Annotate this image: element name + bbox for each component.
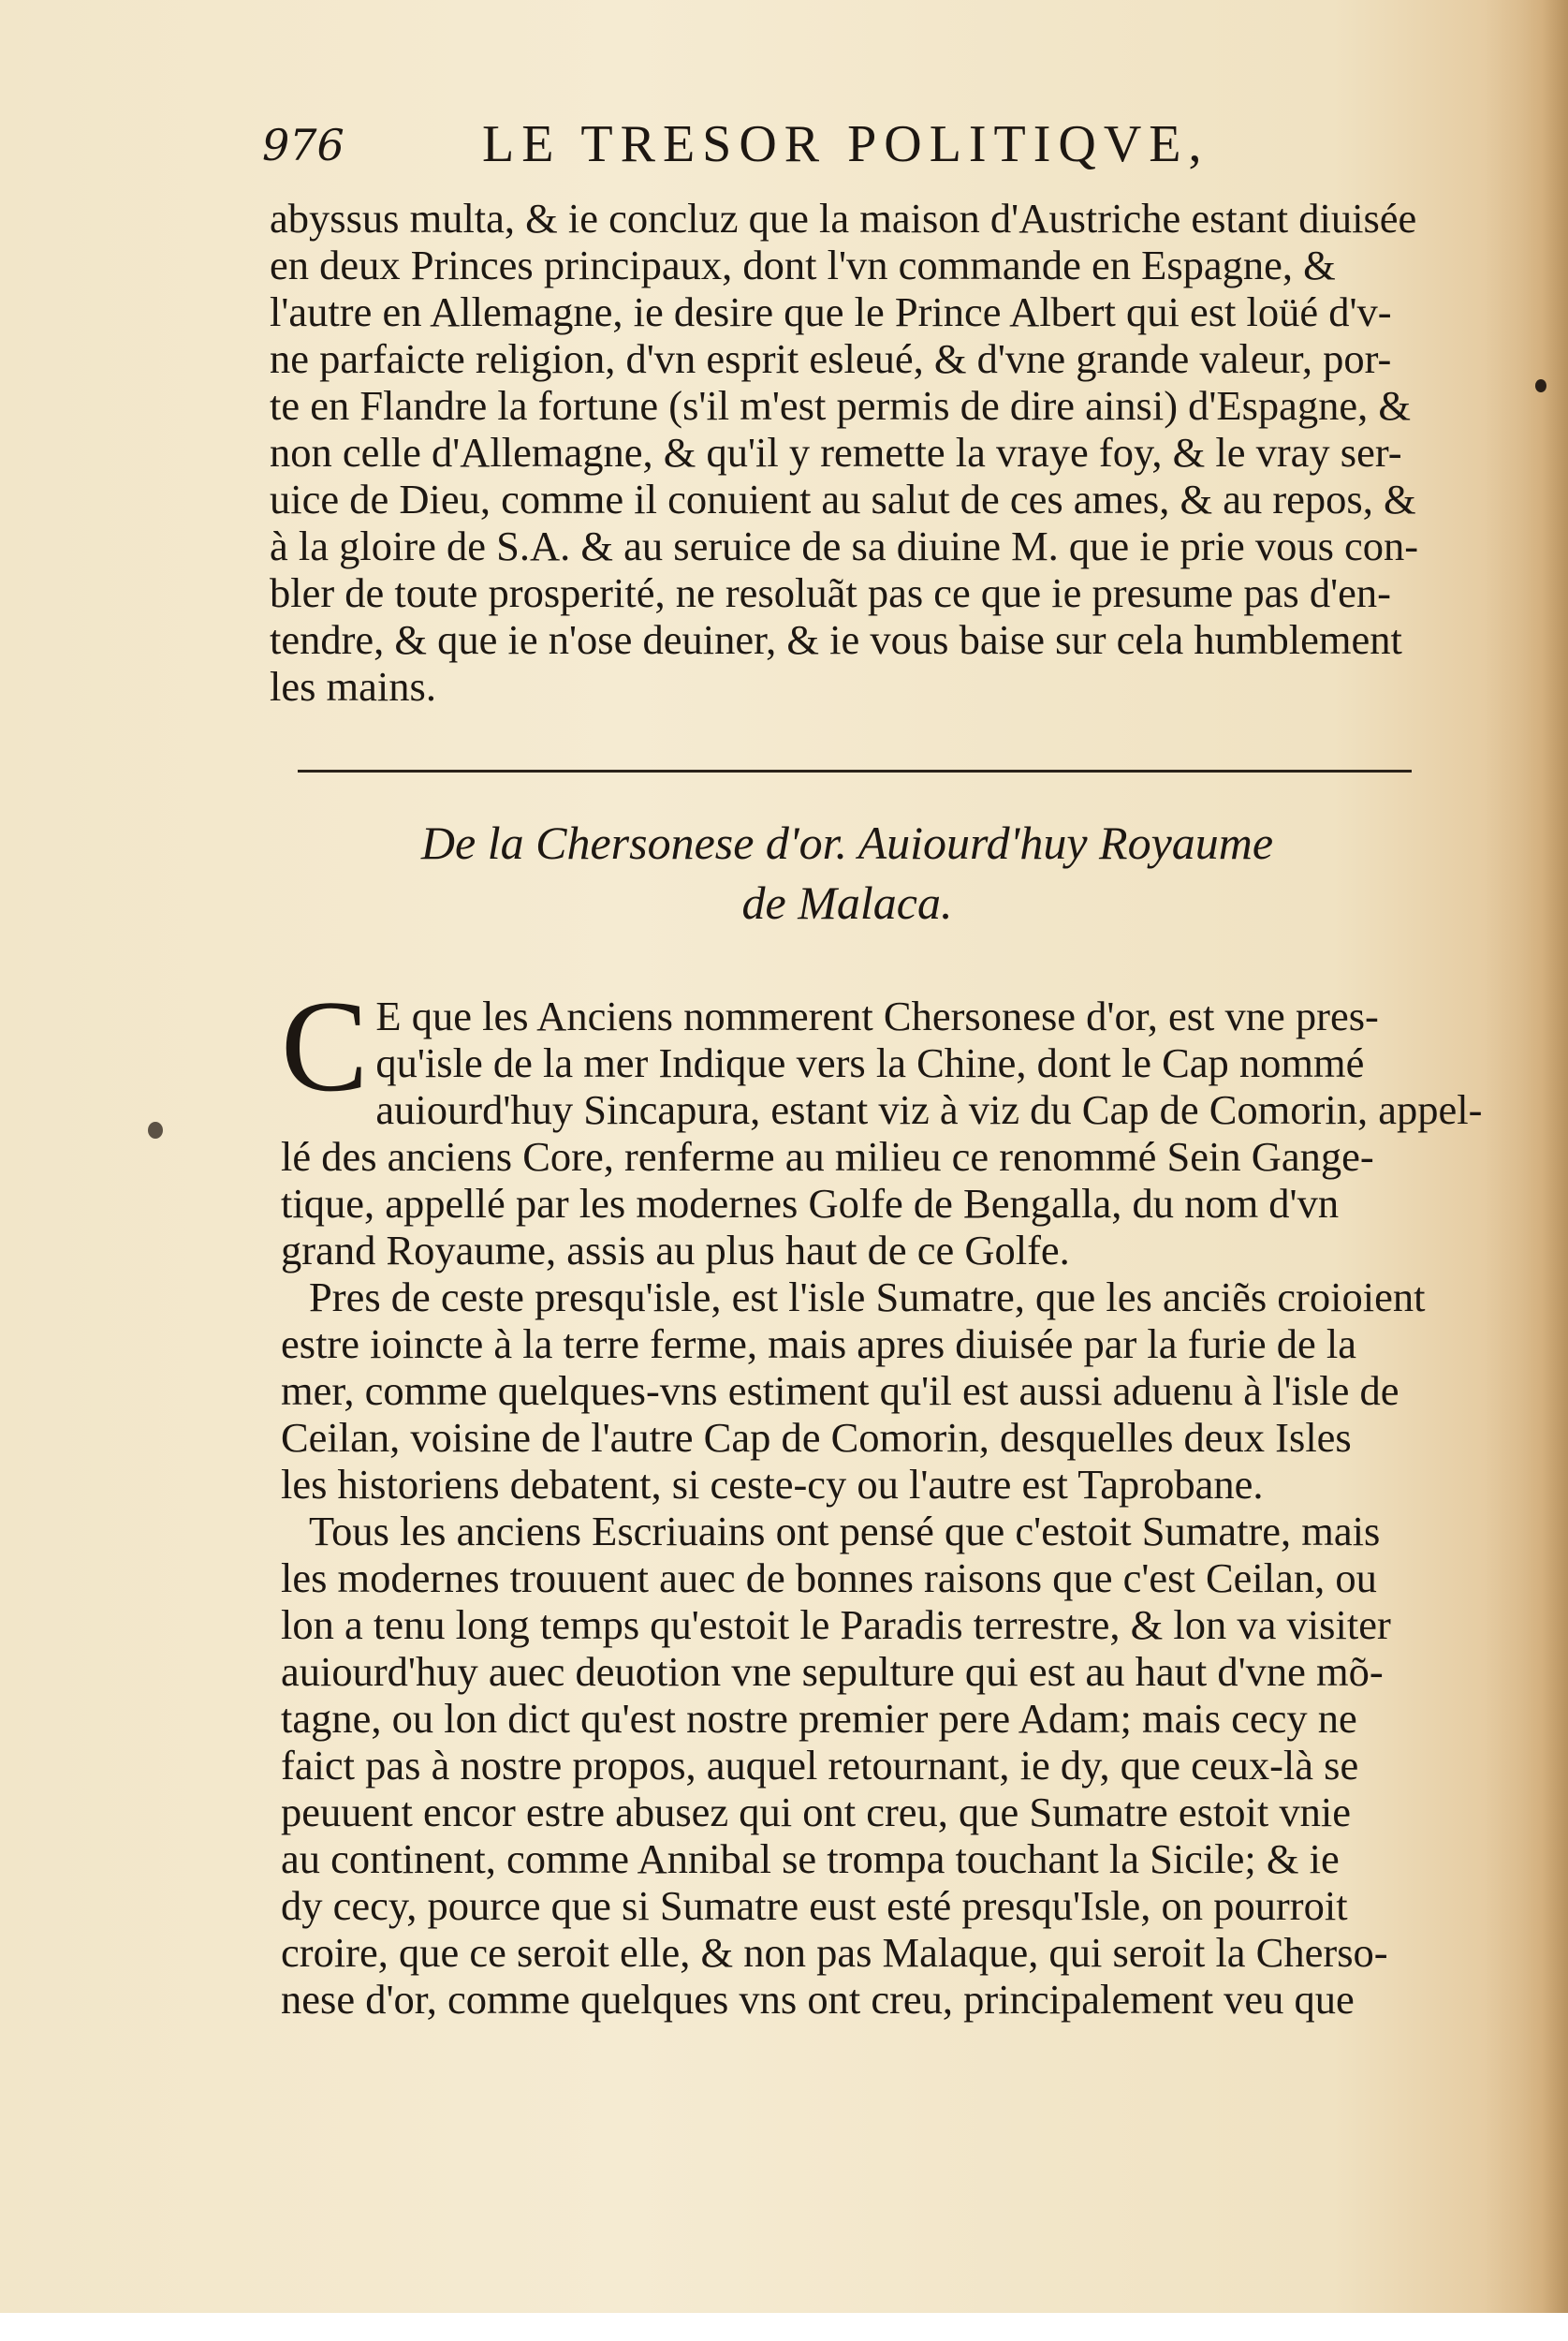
page-edge-shadow [1484, 0, 1568, 2341]
letter-closing-paragraph [270, 195, 1440, 710]
text-line: l'autre en Allemagne, ie desire que le Prince Albert qui est loüé d'v- [270, 288, 1392, 335]
text-line: estre ioincte à la terre ferme, mais apres diuisée par la furie de la [281, 1320, 1357, 1367]
text-line: lon a tenu long temps qu'estoit le Paradis terrestre, & lon va visiter [281, 1601, 1391, 1648]
text-line: tagne, ou lon dict qu'est nostre premier pere Adam; mais cecy ne [281, 1695, 1357, 1742]
text-line: qu'isle de la mer Indique vers la Chine, dont le Cap nommé [375, 1039, 1365, 1086]
text-line: bler de toute prosperité, ne resoluãt pas ce que ie presume pas d'en- [270, 569, 1391, 616]
scan-margin [0, 2313, 1568, 2341]
text-line: les modernes trouuent auec de bonnes raisons que c'est Ceilan, ou [281, 1554, 1377, 1601]
running-title: LE TRESOR POLITIQVE, [482, 115, 1209, 173]
text-line: ne parfaicte religion, d'vn esprit esleué, & d'vne grande valeur, por- [270, 335, 1392, 382]
text-line: lé des anciens Core, renferme au milieu ce renommé Sein Gange- [281, 1133, 1374, 1180]
text-line: tique, appellé par les modernes Golfe de Bengalla, du nom d'vn [281, 1180, 1340, 1227]
chersonese-article [281, 974, 1483, 2023]
text-line: uice de Dieu, comme il conuient au salut de ces ames, & au repos, & [270, 476, 1416, 523]
text-line: mer, comme quelques-vns estiment qu'il est aussi aduenu à l'isle de [281, 1367, 1399, 1414]
text-line: abyssus multa, & ie concluz que la maison d'Austriche estant diuisée [270, 195, 1417, 242]
text-line: auiourd'huy auec deuotion vne sepulture qui est au haut d'vne mõ- [281, 1648, 1384, 1695]
text-line: les historiens debatent, si ceste-cy ou l'autre est Taprobane. [281, 1461, 1264, 1508]
text-line: te en Flandre la fortune (s'il m'est permis de dire ainsi) d'Espagne, & [270, 382, 1412, 429]
text-line: à la gloire de S.A. & au seruice de sa diuine M. que ie prie vous con- [270, 523, 1419, 569]
page-header [262, 110, 1442, 176]
text-line: Tous les anciens Escriuains ont pensé que c'estoit Sumatre, mais [309, 1508, 1381, 1554]
text-line: au continent, comme Annibal se trompa touchant la Sicile; & ie [281, 1835, 1340, 1882]
text-line: croire, que ce seroit elle, & non pas Malaque, qui seroit la Cherso- [281, 1929, 1388, 1976]
text-line: Ceilan, voisine de l'autre Cap de Comorin, desquelles deux Isles [281, 1414, 1352, 1461]
text-line: non celle d'Allemagne, & qu'il y remette la vraye foy, & le vray ser- [270, 429, 1402, 476]
text-line: nese d'or, comme quelques vns ont creu, principalement veu que [281, 1976, 1355, 2023]
text-line: tendre, & que ie n'ose deuiner, & ie vous baise sur cela humblement [270, 616, 1402, 663]
page-number: 976 [262, 120, 344, 170]
section-divider [298, 770, 1412, 773]
section-heading-line: de Malaca. [741, 876, 953, 929]
ink-speck [1535, 379, 1546, 392]
text-line: faict pas à nostre propos, auquel retournant, ie dy, que ceux-là se [281, 1742, 1359, 1789]
text-line: E que les Anciens nommerent Chersonese d'or, est vne pres- [375, 993, 1379, 1039]
ink-speck [148, 1122, 163, 1139]
text-line: dy cecy, pource que si Sumatre eust esté presqu'Isle, on pourroit [281, 1882, 1348, 1929]
text-line: Pres de ceste presqu'isle, est l'isle Sumatre, que les anciẽs croioient [309, 1274, 1426, 1320]
text-line: en deux Princes principaux, dont l'vn commande en Espagne, & [270, 242, 1336, 288]
section-heading-line: De la Chersonese d'or. Auiourd'huy Royaume [420, 817, 1274, 869]
section-heading [309, 813, 1385, 933]
text-line: auiourd'huy Sincapura, estant viz à viz du Cap de Comorin, appel- [375, 1086, 1483, 1133]
text-line: les mains. [270, 663, 436, 710]
text-line: peuuent encor estre abusez qui ont creu, que Sumatre estoit vnie [281, 1789, 1352, 1835]
drop-cap: C [281, 974, 369, 1119]
text-line: grand Royaume, assis au plus haut de ce Golfe. [281, 1227, 1070, 1274]
